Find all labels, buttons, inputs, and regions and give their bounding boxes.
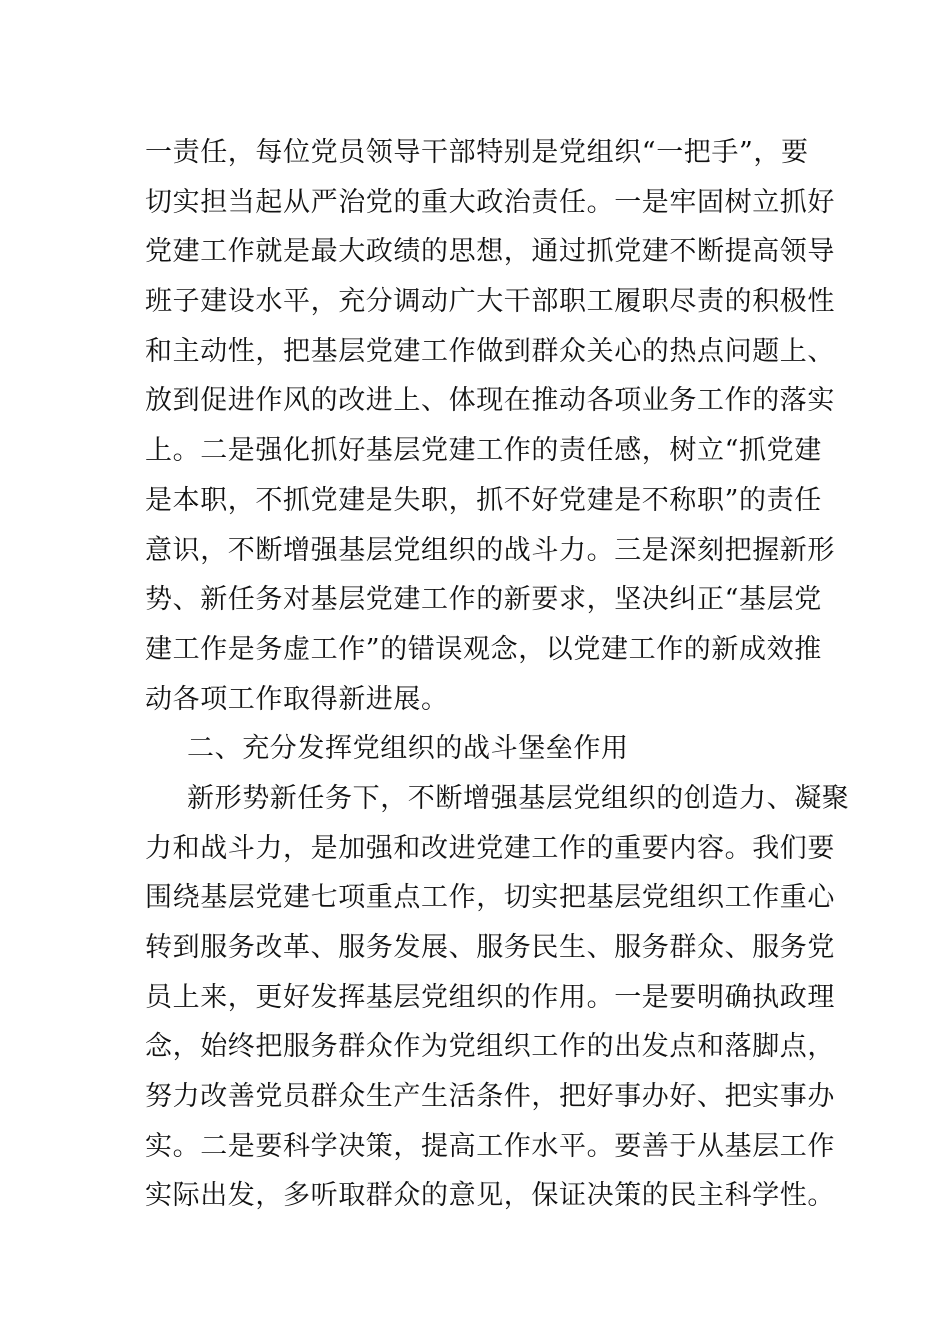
text-line: 党建工作就是最大政绩的思想，通过抓党建不断提高领导 xyxy=(145,236,835,268)
text-line: 实。二是要科学决策，提高工作水平。要善于从基层工作 xyxy=(145,1130,835,1162)
text-line: 念，始终把服务群众作为党组织工作的出发点和落脚点， xyxy=(145,1031,835,1063)
text-line: 势、新任务对基层党建工作的新要求，坚决纠正“基层党 xyxy=(145,584,822,616)
text-line: 围绕基层党建七项重点工作，切实把基层党组织工作重心 xyxy=(145,882,835,914)
text-line: 动各项工作取得新进展。 xyxy=(145,683,449,715)
text-line: 是本职，不抓党建是失职，抓不好党建是不称职”的责任 xyxy=(145,484,822,516)
text-line: 切实担当起从严治党的重大政治责任。一是牢固树立抓好 xyxy=(145,186,835,218)
text-line: 员上来，更好发挥基层党组织的作用。一是要明确执政理 xyxy=(145,981,835,1013)
text-line: 班子建设水平，充分调动广大干部职工履职尽责的积极性 xyxy=(145,286,835,318)
document-body xyxy=(145,128,850,1221)
text-line: 实际出发，多听取群众的意见，保证决策的民主科学性。 xyxy=(145,1180,835,1212)
text-line: 新形势新任务下，不断增强基层党组织的创造力、凝聚 xyxy=(187,782,850,814)
section-heading: 二、充分发挥党组织的战斗堡垒作用 xyxy=(187,733,629,765)
text-line: 意识，不断增强基层党组织的战斗力。三是深刻把握新形 xyxy=(145,534,835,566)
text-line: 一责任，每位党员领导干部特别是党组织“一把手”，要 xyxy=(145,137,809,168)
text-line: 和主动性，把基层党建工作做到群众关心的热点问题上、 xyxy=(145,335,835,367)
text-line: 建工作是务虚工作”的错误观念，以党建工作的新成效推 xyxy=(145,633,822,665)
text-line: 转到服务改革、服务发展、服务民生、服务群众、服务党 xyxy=(145,932,835,963)
text-line: 上。二是强化抓好基层党建工作的责任感，树立“抓党建 xyxy=(145,435,822,467)
text-line: 放到促进作风的改进上、体现在推动各项业务工作的落实 xyxy=(145,385,835,417)
text-line: 努力改善党员群众生产生活条件，把好事办好、把实事办 xyxy=(145,1081,835,1113)
text-line: 力和战斗力，是加强和改进党建工作的重要内容。我们要 xyxy=(145,832,835,864)
